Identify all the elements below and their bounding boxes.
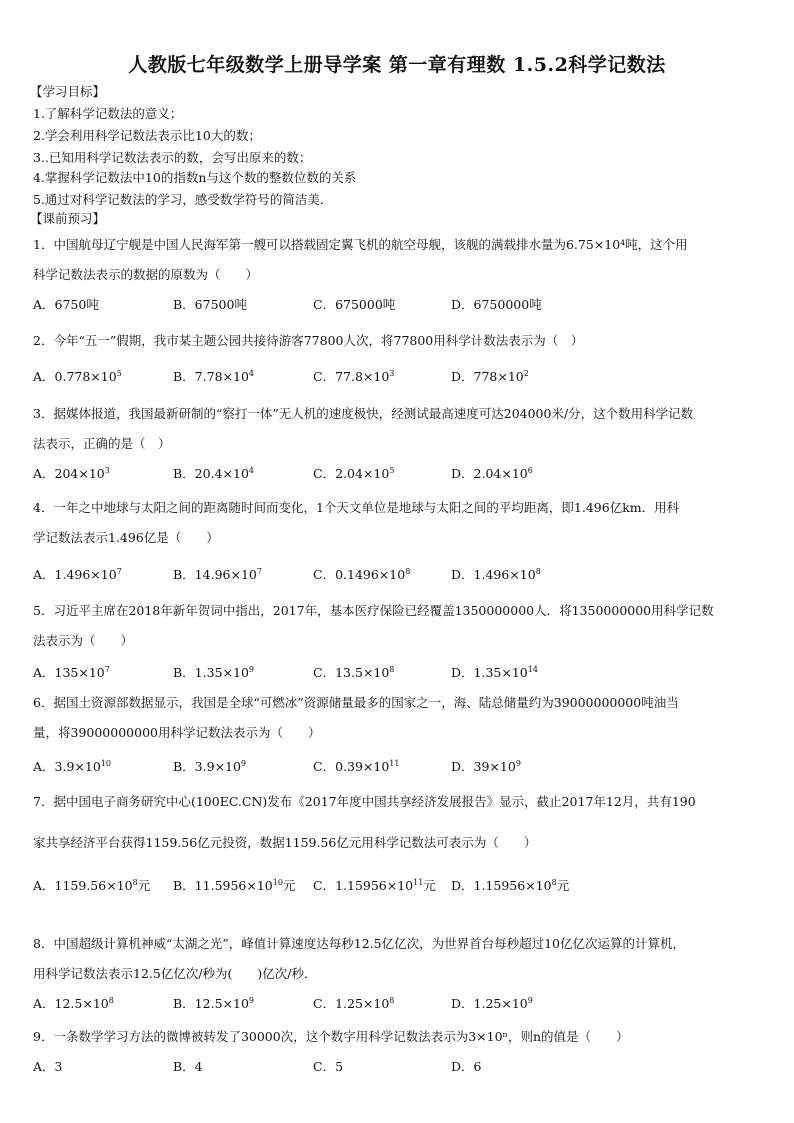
goal-item: 5.通过对科学记数法的学习，感受数学符号的简洁美． — [33, 192, 333, 207]
option-text: B．12.5×10 — [173, 996, 249, 1011]
option-exponent: 3 — [104, 465, 110, 475]
option-exponent: 8 — [389, 995, 395, 1005]
question-7-text: 家共享经济平台获得1159.56亿元投资，数据1159.56亿元用科学记数法可表示为（ ） — [33, 835, 537, 850]
option-text: D．6750000吨 — [451, 297, 542, 312]
option-text: C．13.5×10 — [313, 665, 390, 680]
option-b — [173, 994, 254, 1012]
option-text: A．135×10 — [33, 665, 105, 680]
option-exponent: 10 — [100, 758, 111, 768]
option-exponent: 8 — [132, 877, 138, 887]
question-5-options — [33, 663, 768, 681]
option-exponent: 6 — [527, 465, 533, 475]
option-text: D．1.15956×10 — [451, 878, 552, 893]
option-text: B．3.9×10 — [173, 759, 241, 774]
question-4-options — [33, 565, 768, 583]
option-c — [313, 464, 394, 482]
option-exponent: 8 — [108, 995, 114, 1005]
option-d — [451, 994, 533, 1012]
option-text: B．20.4×10 — [173, 466, 249, 481]
option-b — [173, 876, 295, 894]
option-exponent: 3 — [389, 368, 395, 378]
section-heading-preview: 【课前预习】 — [30, 211, 106, 226]
option-d — [451, 464, 533, 482]
option-text: A．204×10 — [33, 466, 105, 481]
option-exponent: 4 — [248, 368, 254, 378]
option-text: B．67500吨 — [173, 297, 247, 312]
option-text: D．39×10 — [451, 759, 516, 774]
question-3-text: 法表示，正确的是（ ） — [33, 436, 171, 451]
option-d — [451, 295, 542, 313]
option-exponent: 5 — [389, 465, 395, 475]
option-b — [173, 1057, 203, 1075]
question-2-text: 2．今年“五一”假期，我市某主题公园共接待游客77800人次，将77800用科学计数法表示为（ ） — [33, 333, 584, 348]
option-text: B．4 — [173, 1059, 203, 1074]
option-a — [33, 565, 122, 583]
option-text: C．5 — [313, 1059, 344, 1074]
option-c — [313, 876, 436, 894]
option-text: D．1.25×10 — [451, 996, 528, 1011]
question-8-text: 用科学记数法表示12.5亿亿次/秒为( )亿次/秒． — [33, 966, 317, 981]
question-2-options — [33, 367, 768, 385]
option-text: B．11.5956×10 — [173, 878, 273, 893]
question-6-options — [33, 757, 768, 775]
option-unit: 元 — [282, 878, 296, 893]
option-exponent: 8 — [405, 566, 411, 576]
option-b — [173, 757, 246, 775]
option-text: D．6 — [451, 1059, 482, 1074]
option-text: A．3 — [33, 1059, 63, 1074]
question-3-text: 3．据媒体报道，我国最新研制的“察打一体”无人机的速度极快，经测试最高速度可达204000米/分，这个数用科学记数 — [33, 406, 694, 421]
section-heading-goals: 【学习目标】 — [30, 84, 106, 99]
option-exponent: 14 — [527, 664, 538, 674]
option-a — [33, 994, 114, 1012]
question-4-text: 4．一年之中地球与太阳之间的距离随时间而变化，1个天文单位是地球与太阳之间的平均距离，即1.496亿km．用科 — [33, 500, 680, 515]
option-text: C．0.1496×10 — [313, 567, 406, 582]
option-text: D．1.35×10 — [451, 665, 528, 680]
page-title: 人教版七年级数学上册导学案 第一章有理数 1.5.2科学记数法 — [128, 54, 666, 76]
option-text: C．1.25×10 — [313, 996, 390, 1011]
option-text: A．12.5×10 — [33, 996, 109, 1011]
option-a — [33, 663, 110, 681]
option-d — [451, 757, 521, 775]
option-text: A．3.9×10 — [33, 759, 101, 774]
option-exponent: 10 — [272, 877, 283, 887]
question-5-text: 5．习近平主席在2018年新年贺词中指出，2017年，基本医疗保险已经覆盖1350000000人．将1350000000用科学记数 — [33, 603, 714, 618]
option-exponent: 5 — [116, 368, 122, 378]
option-text: A．0.778×10 — [33, 369, 117, 384]
question-6-text: 6．据国土资源部数据显示，我国是全球“可燃冰”资源储量最多的国家之一，海、陆总储量约为39000000000吨油当 — [33, 695, 679, 710]
option-c — [313, 295, 395, 313]
option-c — [313, 663, 394, 681]
option-text: A．6750吨 — [33, 297, 99, 312]
option-exponent: 8 — [551, 877, 557, 887]
option-a — [33, 1057, 62, 1075]
option-a — [33, 757, 111, 775]
option-a — [33, 295, 99, 313]
goal-item: 3..已知用科学记数法表示的数，会写出原来的数； — [33, 150, 312, 165]
option-text: C．2.04×10 — [313, 466, 390, 481]
question-8-text: 8．中国超级计算机神威“太湖之光”，峰值计算速度达每秒12.5亿亿次，为世界首台每秒超过10亿亿次运算的计算机， — [33, 936, 685, 951]
option-exponent: 7 — [104, 664, 110, 674]
option-unit: 元 — [423, 878, 436, 893]
option-text: A．1159.56×10 — [33, 878, 133, 893]
option-b — [173, 663, 254, 681]
option-text: C．1.15956×10 — [313, 878, 414, 893]
option-text: A．1.496×10 — [33, 567, 117, 582]
question-7-text: 7．据中国电子商务研究中心(100EC.CN)发布《2017年度中国共享经济发展报告》显示，截止2017年12月，共有190 — [33, 794, 696, 809]
question-1-options — [33, 295, 768, 313]
option-unit: 元 — [556, 878, 570, 893]
option-d — [451, 367, 529, 385]
option-exponent: 9 — [248, 664, 254, 674]
question-4-text: 学记数法表示1.496亿是（ ） — [33, 530, 219, 545]
option-c — [313, 565, 410, 583]
option-b — [173, 464, 254, 482]
option-c — [313, 757, 399, 775]
option-d — [451, 876, 569, 894]
option-a — [33, 464, 110, 482]
option-c — [313, 994, 394, 1012]
option-text: C．675000吨 — [313, 297, 396, 312]
option-exponent: 7 — [116, 566, 122, 576]
option-b — [173, 295, 247, 313]
option-text: D．2.04×10 — [451, 466, 528, 481]
option-d — [451, 1057, 481, 1075]
option-exponent: 8 — [535, 566, 541, 576]
question-1-text: 科学记数法表示的数据的原数为（ ） — [33, 267, 259, 282]
option-exponent: 2 — [523, 368, 529, 378]
option-exponent: 9 — [240, 758, 247, 768]
option-exponent: 11 — [413, 877, 424, 887]
option-text: B．1.35×10 — [173, 665, 249, 680]
option-text: B．7.78×10 — [173, 369, 249, 384]
goal-item: 2.学会利用科学记数法表示比10大的数； — [33, 128, 261, 143]
goal-item: 4.掌握科学记数法中10的指数n与这个数的整数位数的关系 — [33, 170, 357, 185]
option-text: D．778×10 — [451, 369, 524, 384]
option-a — [33, 876, 150, 894]
option-exponent: 9 — [515, 758, 521, 768]
option-exponent: 9 — [527, 995, 533, 1005]
question-7-options — [33, 876, 768, 894]
question-6-text: 量，将39000000000用科学记数法表示为（ ） — [33, 725, 321, 740]
option-unit: 元 — [137, 878, 151, 893]
option-text: C．0.39×10 — [313, 759, 390, 774]
question-5-text: 法表示为（ ） — [33, 633, 134, 648]
option-exponent: 11 — [389, 758, 400, 768]
option-c — [313, 367, 394, 385]
question-9-options — [33, 1057, 768, 1075]
option-b — [173, 367, 254, 385]
option-d — [451, 565, 541, 583]
goal-item: 1.了解科学记数法的意义； — [33, 106, 183, 121]
option-exponent: 7 — [256, 566, 262, 576]
option-text: C．77.8×10 — [313, 369, 390, 384]
option-c — [313, 1057, 343, 1075]
option-b — [173, 565, 262, 583]
question-3-options — [33, 464, 768, 482]
option-text: D．1.496×10 — [451, 567, 536, 582]
option-exponent: 4 — [248, 465, 254, 475]
option-d — [451, 663, 538, 681]
question-1-text: 1．中国航母辽宁舰是中国人民海军第一艘可以搭载固定翼飞机的航空母舰，该舰的满载排水量为6.75×10⁴吨，这个用 — [33, 237, 688, 252]
option-a — [33, 367, 122, 385]
question-9-text: 9．一条数学学习方法的微博被转发了30000次，这个数字用科学记数法表示为3×10ⁿ，则n的值是（ ） — [33, 1029, 629, 1044]
option-text: B．14.96×10 — [173, 567, 257, 582]
question-8-options — [33, 994, 768, 1012]
option-exponent: 8 — [389, 664, 395, 674]
option-exponent: 9 — [248, 995, 254, 1005]
